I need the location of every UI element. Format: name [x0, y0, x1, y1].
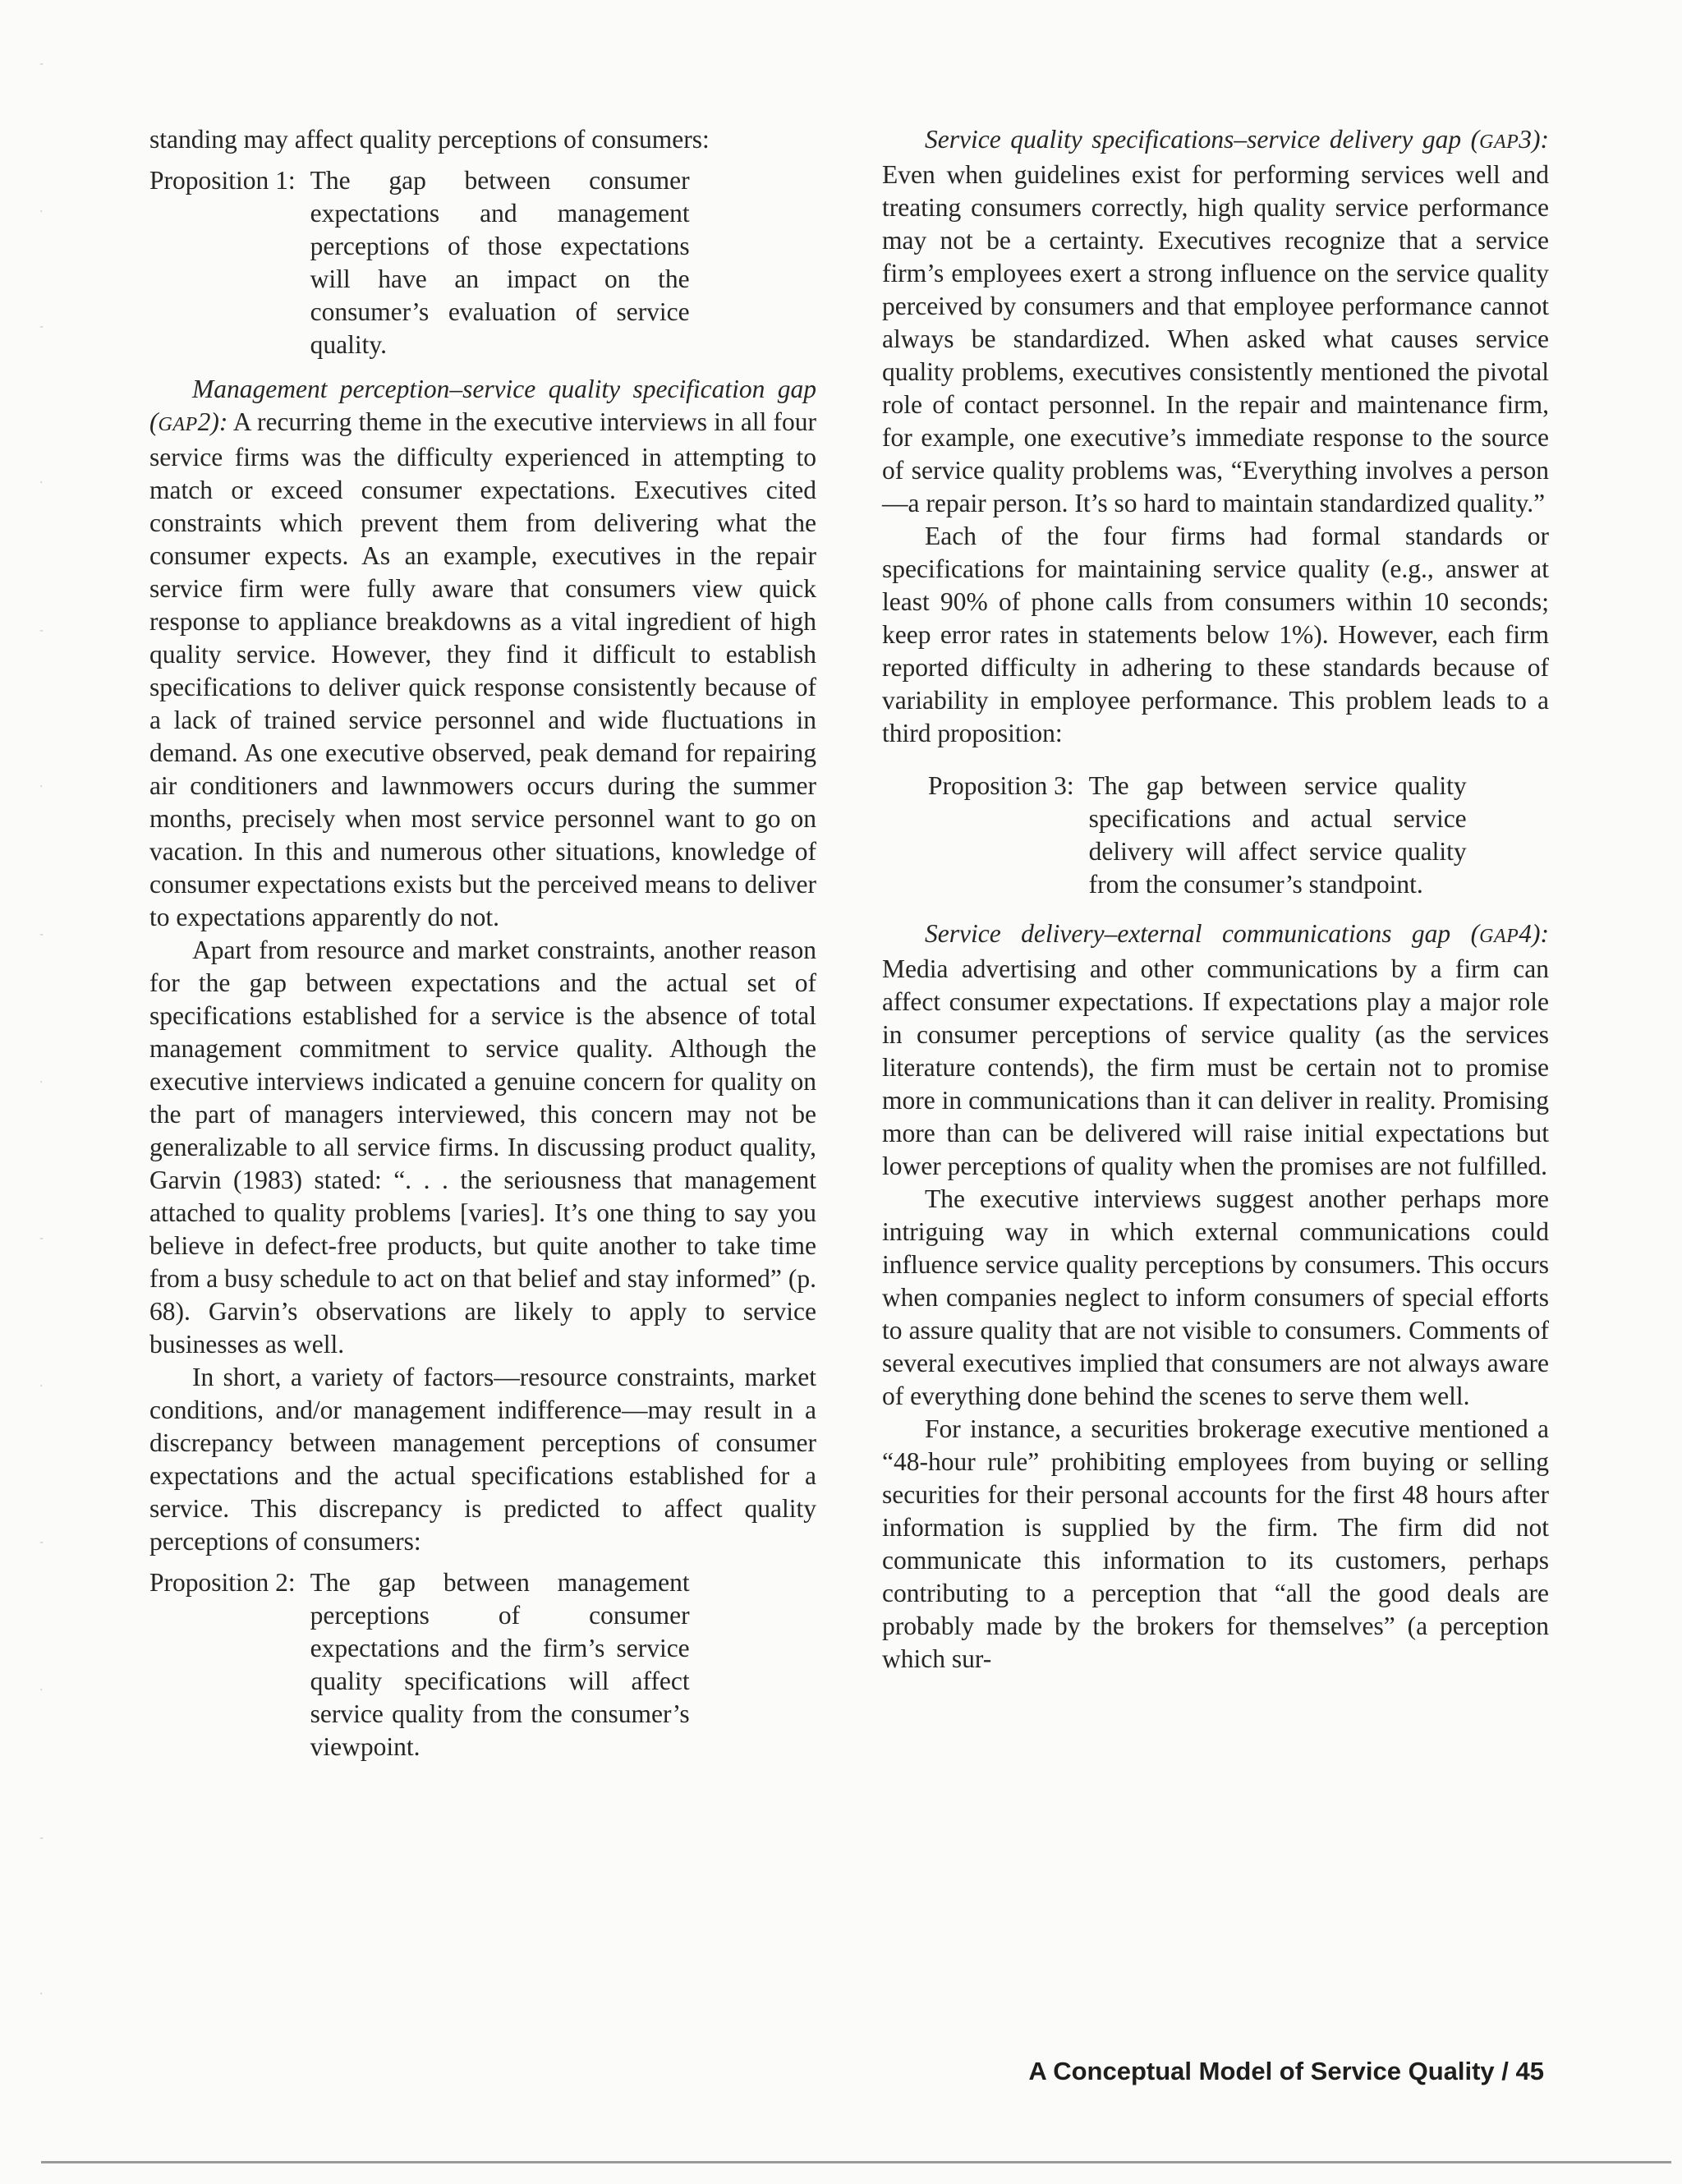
- paragraph: The executive interviews suggest another perhaps more intriguing way in which external communications could influence service quality perceptions by consumers. This occurs when companies neglect to inform consumers of special efforts to assure quality that are not visible to consumers. Comments of several executives implied that consumers are not always aware of everything done behind the scenes to serve them well.: [882, 1184, 1549, 1410]
- proposition-2: [149, 1566, 816, 1763]
- paragraph-body: Even when guidelines exist for performing services well and treating consumers correctly, high quality service performance may not be a certainty. Executives recognize that a service firm’s employees exert a strong influence on the service quality perceived by consumers and that employee performance cannot always be standardized. When asked what causes service quality problems, executives consistently mentioned the pivotal role of contact personnel. In the repair and maintenance firm, for example, one executive’s immediate response to the source of service quality problems was, “Everything involves a person—a repair person. It’s so hard to maintain standardized quality.”: [882, 160, 1549, 517]
- proposition-label: Proposition 2:: [149, 1568, 296, 1597]
- proposition-label: Proposition 3:: [928, 771, 1074, 800]
- running-title: A Conceptual Model of Service Quality: [1028, 2057, 1495, 2085]
- gap4-section: [882, 917, 1549, 1183]
- paragraph: Each of the four firms had formal standards or specifications for maintaining service quality (e.g., answer at least 90% of phone calls from consumers within 10 seconds; keep error rates in statements below 1%). However, each firm reported difficulty in adhering to these standards because of variability in employee performance. This problem leads to a third proposition:: [882, 522, 1549, 747]
- page-footer: [903, 2057, 1544, 2086]
- paragraph: In short, a variety of factors—resource constraints, market conditions, and/or management indifference—may result in a discrepancy between management perceptions of consumer expectations and the actual specifications established for a service. This discrepancy is predicted to affect quality perceptions of consumers:: [149, 1363, 816, 1556]
- proposition-3: [928, 770, 1549, 901]
- gap-number: 4):: [1519, 919, 1549, 948]
- proposition-label: Proposition 1:: [149, 166, 296, 195]
- gap-label: GAP: [158, 414, 198, 435]
- gap3-section: [882, 123, 1549, 520]
- proposition-1: [149, 164, 816, 361]
- paragraph: For instance, a securities brokerage executive mentioned a “48-hour rule” prohibiting employees from buying or selling securities for their personal accounts for the first 48 hours after information is supplied by the firm. The firm did not communicate this information to its customers, perhaps contributing to a perception that “all the good deals are probably made by the brokers for themselves” (a perception which sur-: [882, 1414, 1549, 1673]
- bottom-rule: [41, 2161, 1671, 2163]
- section-heading: Management perception–service quality specification gap: [192, 375, 816, 403]
- section-heading: Service delivery–external communications gap: [925, 919, 1451, 948]
- right-column: [882, 123, 1549, 1676]
- paragraph-body: Media advertising and other communications by a firm can affect consumer expectations. If expectations play a major role in consumer perceptions of service quality (as the services literature contends), the firm must be certain not to promise more in communications than it can deliver in reality. Promising more than can be delivered will raise initial expectations but lower perceptions of quality when the promises are not fulfilled.: [882, 954, 1549, 1180]
- gap-number: 2):: [197, 407, 228, 436]
- paragraph: standing may affect quality perceptions of consumers:: [149, 125, 710, 154]
- proposition-text: The gap between management perceptions of consumer expectations and the firm’s service quality specifications will affect service quality from the consumer’s viewpoint.: [310, 1568, 690, 1761]
- paragraph-body: A recurring theme in the executive interviews in all four service firms was the difficulty experienced in attempting to match or exceed consumer expectations. Executives cited constraints which prevent them from delivering what the consumer expects. As an example, executives in the repair service firm were fully aware that consumers view quick response to appliance breakdowns as a vital ingredient of high quality service. However, they find it difficult to establish specifications to deliver quick response consistently because of a lack of trained service personnel and wide fluctuations in demand. As one executive observed, peak demand for repairing air conditioners and lawnmowers occurs during the summer months, precisely when most service personnel want to go on vacation. In this and numerous other situations, knowledge of consumer expectations exists but the perceived means to deliver to expectations apparently do not.: [149, 407, 816, 931]
- binding-edge-marks: - · - · - · - · - · - · - ·: [39, 57, 44, 2001]
- section-heading: Service quality specifications–service delivery gap: [925, 125, 1462, 154]
- gap-paren: (: [1470, 919, 1480, 948]
- gap-paren: (: [149, 407, 159, 436]
- gap-number: 3):: [1519, 125, 1549, 154]
- paragraph: Apart from resource and market constraints, another reason for the gap between expectations and the actual set of specifications established for a service is the absence of total management commitment to service quality. Although the executive interviews indicated a genuine concern for quality on the part of managers interviewed, this concern may not be generalizable to all service firms. In discussing product quality, Garvin (1983) stated: “. . . the seriousness that management attached to quality problems [varies]. It’s one thing to say you believe in defect-free products, but quite another to take time from a busy schedule to act on that belief and stay informed” (p. 68). Garvin’s observations are likely to apply to service businesses as well.: [149, 936, 816, 1359]
- proposition-text: The gap between service quality specifications and actual service delivery will affect service quality from the consumer’s standpoint.: [1088, 771, 1467, 899]
- left-column: [149, 123, 816, 1775]
- page-number: 45: [1515, 2057, 1544, 2085]
- gap2-section: [149, 373, 816, 934]
- gap-paren: (: [1470, 125, 1480, 154]
- gap-label: GAP: [1479, 926, 1519, 947]
- proposition-text: The gap between consumer expectations and management perceptions of those expectations will have an impact on the consumer’s evaluation of service quality.: [310, 166, 690, 359]
- footer-separator: /: [1494, 2057, 1516, 2085]
- gap-label: GAP: [1479, 131, 1519, 153]
